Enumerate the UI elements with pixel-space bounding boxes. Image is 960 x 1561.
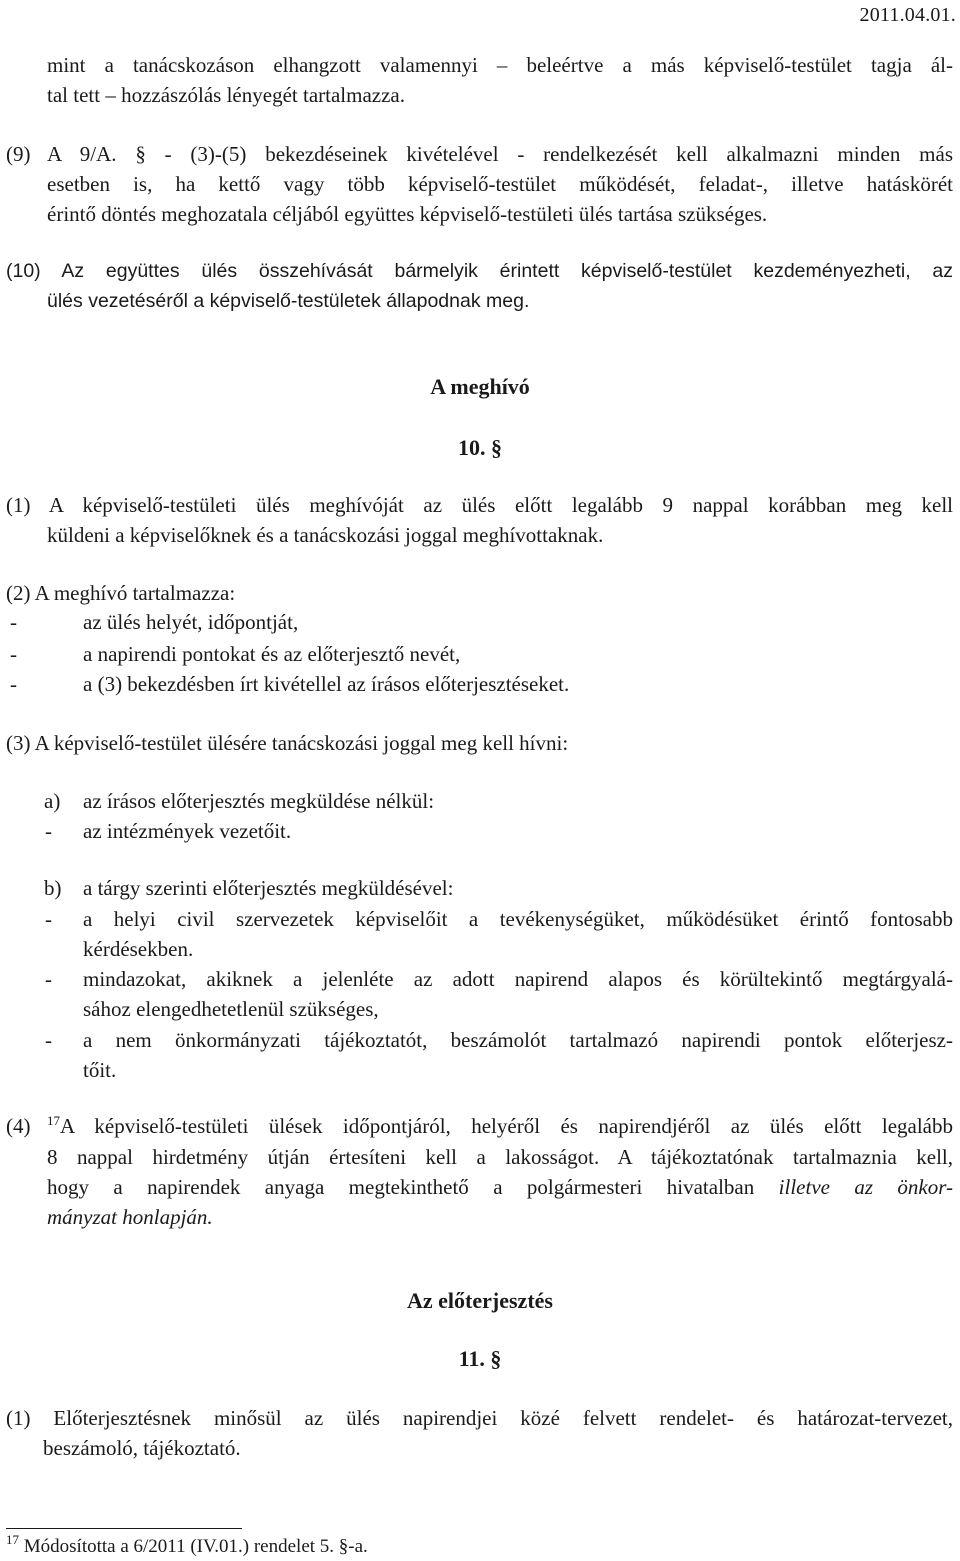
- s10-p3-b-item-3-line-1: a nem önkormányzati tájékoztatót, beszámolót tartalmazó napirendi pontok előterjesz-: [83, 1028, 953, 1052]
- s10-p3-a-label: a): [44, 789, 61, 813]
- para-9-line-2: esetben is, ha kettő vagy több képviselő-testület működését, feladat-, illetve hatáskörét: [47, 172, 953, 196]
- para-10-line-1: (10) Az együttes ülés összehívását bármelyik érintett képviselő-testület kezdeményezheti, az: [6, 260, 953, 282]
- intro-line-1: mint a tanácskozáson elhangzott valamennyi – beleértve a más képviselő-testület tagja ál-: [47, 53, 953, 77]
- s10-p4-number: (4): [6, 1114, 31, 1138]
- section-title-eloterjesztes: Az előterjesztés: [407, 1288, 553, 1313]
- footnote-divider: [6, 1528, 242, 1529]
- dash-bullet: -: [10, 610, 17, 634]
- footnote-number: 17: [6, 1532, 19, 1547]
- s10-p1-line-2: küldeni a képviselőknek és a tanácskozási joggal meghívottaknak.: [47, 523, 604, 547]
- s10-p3-b-item-1-line-1: a helyi civil szervezetek képviselőit a tevékenységüket, működésüket érintő fontosabb: [83, 907, 953, 931]
- dash-bullet: -: [45, 819, 52, 843]
- dash-bullet: -: [45, 967, 52, 991]
- dash-bullet: -: [45, 907, 52, 931]
- s10-p4-line-4: mányzat honlapján.: [47, 1205, 213, 1229]
- s10-p3-b-item-2-line-1: mindazokat, akiknek a jelenléte az adott napirend alapos és körültekintő megtárgyalá-: [83, 967, 953, 991]
- para-10-line-2: ülés vezetéséről a képviselő-testületek állapodnak meg.: [47, 290, 530, 312]
- s10-p3-b-label: b): [44, 876, 62, 900]
- section-number-11: 11. §: [458, 1346, 502, 1371]
- intro-line-2: tal tett – hozzászólás lényegét tartalmazza.: [47, 83, 405, 107]
- s10-p2-item-3: a (3) bekezdésben írt kivétellel az írásos előterjesztéseket.: [83, 672, 570, 696]
- para-9-number: (9): [6, 142, 31, 166]
- s10-p4-line-3: hogy a napirendek anyaga megtekinthető a polgármesteri hivatalban illetve az önkor-: [47, 1175, 953, 1199]
- footnote-reference[interactable]: 17: [47, 1113, 60, 1128]
- s10-p3-b-item-2-line-2: sához elengedhetetlenül szükséges,: [83, 997, 379, 1021]
- s10-p4-line-2: 8 nappal hirdetmény útján értesíteni kell a lakosságot. A tájékoztatónak tartalmaznia kell,: [47, 1145, 953, 1169]
- para-9-line-1: A 9/A. § - (3)-(5) bekezdéseinek kivételével - rendelkezését kell alkalmazni minden más: [47, 142, 953, 166]
- s10-p2-head: (2) A meghívó tartalmazza:: [6, 581, 236, 605]
- s10-p4-line-1: $^{17}$A képviselő-testületi ülések időpontjáról, helyéről és napirendjéről az ülés előtt legalább: [47, 1113, 953, 1138]
- s10-p3-a-item: az intézmények vezetőit.: [83, 819, 292, 843]
- footnote-text: Módosította a 6/2011 (IV.01.) rendelet 5. §-a.: [23, 1536, 368, 1557]
- s10-p1-line-1: (1) A képviselő-testületi ülés meghívóját az ülés előtt legalább 9 nappal korábban meg kell: [6, 493, 953, 517]
- dash-bullet: -: [10, 642, 17, 666]
- s10-p2-item-1: az ülés helyét, időpontját,: [83, 610, 299, 634]
- dash-bullet: -: [10, 672, 17, 696]
- s10-p3-b-item-1-line-2: kérdésekben.: [83, 937, 194, 961]
- s11-p1-line-2: beszámoló, tájékoztató.: [43, 1436, 241, 1460]
- dash-bullet: -: [45, 1028, 52, 1052]
- s10-p3-b-item-3-line-2: tőit.: [83, 1058, 117, 1082]
- s10-p3-head: (3) A képviselő-testület ülésére tanácskozási joggal meg kell hívni:: [6, 731, 569, 755]
- s11-p1-line-1: (1) Előterjesztésnek minősül az ülés napirendjei közé felvett rendelet- és határozat-tervezet,: [6, 1406, 953, 1430]
- header-date: 2011.04.01.: [859, 4, 956, 26]
- section-title-meghivo: A meghívó: [430, 374, 530, 399]
- section-number-10: 10. §: [458, 435, 502, 460]
- s10-p2-item-2: a napirendi pontokat és az előterjesztő nevét,: [83, 642, 461, 666]
- s10-p3-b-text: a tárgy szerinti előterjesztés megküldésével:: [83, 876, 454, 900]
- para-9-line-3: érintő döntés meghozatala céljából együttes képviselő-testületi ülés tartása szükséges.: [47, 202, 768, 226]
- footnote: [6, 1532, 368, 1558]
- s10-p3-a-text: az írásos előterjesztés megküldése nélkül:: [83, 789, 435, 813]
